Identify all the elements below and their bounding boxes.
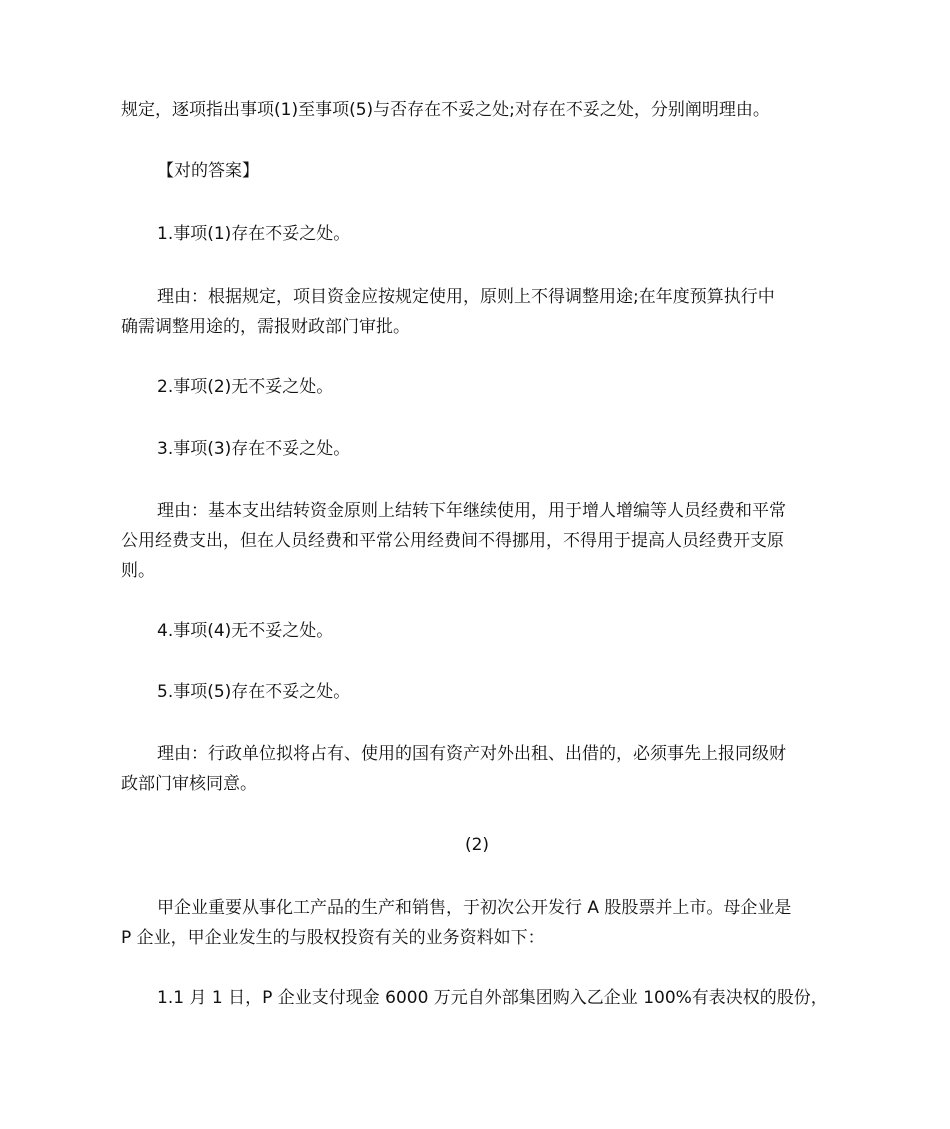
text-line: 理由：根据规定，项目资金应按规定使用，原则上不得调整用途;在年度预算执行中: [157, 287, 775, 307]
text-line: (2): [464, 835, 490, 855]
text-line: 甲企业重要从事化工产品的生产和销售，于初次公开发行 A 股股票并上市。母企业是: [157, 898, 792, 918]
text-line: P 企业，甲企业发生的与股权投资有关的业务资料如下：: [121, 928, 545, 948]
case-item-1: [157, 983, 847, 1013]
paragraph-requirement: [121, 95, 833, 125]
text-line: 【对的答案】: [157, 161, 259, 181]
reason-5: [121, 739, 833, 799]
item-2: [157, 372, 833, 402]
reason-1: [121, 282, 833, 342]
section-number: [121, 830, 833, 860]
text-line: 5.事项(5)存在不妥之处。: [157, 682, 351, 702]
text-line: 确需调整用途的，需报财政部门审批。: [121, 317, 410, 337]
item-4: [157, 616, 833, 646]
text-line: 1.事项(1)存在不妥之处。: [157, 224, 351, 244]
text-line: 理由：行政单位拟将占有、使用的国有资产对外出租、出借的，必须事先上报同级财: [157, 744, 786, 764]
reason-3: [121, 496, 833, 586]
text-line: 理由：基本支出结转资金原则上结转下年继续使用，用于增人增编等人员经费和平常: [157, 501, 786, 521]
text-line: 2.事项(2)无不妥之处。: [157, 377, 334, 397]
answer-heading: [157, 156, 833, 186]
text-line: 1.1 月 1 日，P 企业支付现金 6000 万元自外部集团购入乙企业 100%有表决权的股份，: [157, 988, 828, 1008]
item-5: [157, 677, 833, 707]
text-line: 政部门审核同意。: [121, 774, 257, 794]
text-line: 则。: [121, 561, 155, 581]
item-1: [157, 219, 833, 249]
text-line: 3.事项(3)存在不妥之处。: [157, 439, 351, 459]
text-line: 4.事项(4)无不妥之处。: [157, 621, 334, 641]
text-line: 规定，逐项指出事项(1)至事项(5)与否存在不妥之处;对存在不妥之处，分别阐明理由。: [121, 100, 770, 120]
item-3: [157, 434, 833, 464]
text-line: 公用经费支出，但在人员经费和平常公用经费间不得挪用，不得用于提高人员经费开支原: [121, 531, 784, 551]
case-intro: [121, 893, 833, 953]
